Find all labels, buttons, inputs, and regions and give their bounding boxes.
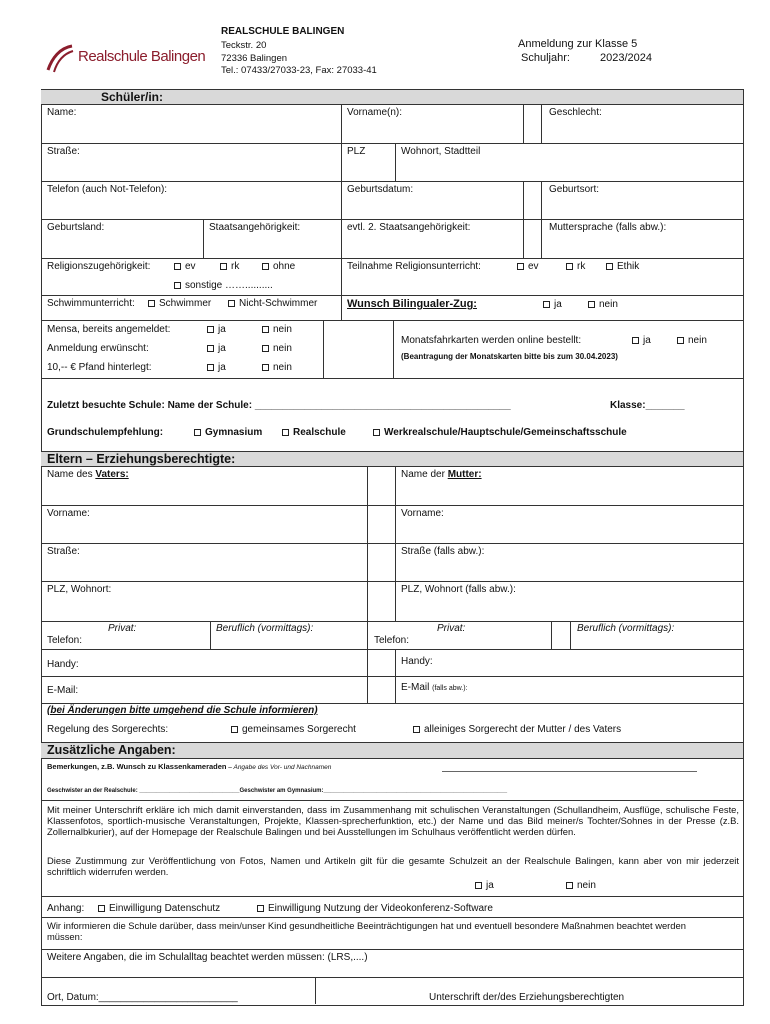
mother-street-field[interactable] bbox=[396, 544, 742, 581]
mother-mobile-field[interactable] bbox=[396, 650, 742, 676]
checkbox-icon[interactable] bbox=[588, 301, 595, 308]
monthly-ticket-label: Monatsfahrkarten werden online bestellt: bbox=[401, 335, 582, 346]
student-second-nationality-field[interactable] bbox=[342, 220, 522, 257]
section-title-additional: Zusätzliche Angaben: bbox=[47, 743, 176, 757]
student-vorname-field[interactable] bbox=[342, 105, 522, 143]
father-city-label: PLZ, Wohnort: bbox=[47, 584, 112, 595]
mother-phone-private-label: Privat: bbox=[437, 623, 466, 634]
student-gender-field[interactable] bbox=[542, 105, 742, 143]
bilingual-option-no[interactable]: nein bbox=[588, 300, 618, 310]
student-gender-label: Geschlecht: bbox=[549, 107, 602, 118]
mother-email-label: E-Mail (falls abw.): bbox=[401, 682, 468, 693]
student-nationality-label: Staatsangehörigkeit: bbox=[209, 222, 301, 233]
father-mobile-field[interactable] bbox=[42, 650, 367, 676]
mother-city-field[interactable] bbox=[396, 582, 742, 621]
student-birthcountry-label: Geburtsland: bbox=[47, 222, 105, 233]
father-email-label: E-Mail: bbox=[47, 685, 79, 696]
logo-swoosh-icon bbox=[44, 40, 76, 74]
student-nationality-field[interactable] bbox=[204, 220, 341, 257]
remarks-line[interactable] bbox=[442, 771, 697, 772]
student-mother-tongue-field[interactable] bbox=[542, 220, 742, 257]
father-vorname-field[interactable] bbox=[42, 506, 367, 543]
mensa-label: Mensa, bereits angemeldet: bbox=[47, 324, 171, 335]
recommendation-gymnasium[interactable]: Gymnasium bbox=[194, 428, 262, 438]
section-title-student: Schüler/in: bbox=[101, 90, 164, 104]
deposit-no[interactable]: nein bbox=[262, 363, 292, 373]
student-birthdate-label: Geburtsdatum: bbox=[347, 184, 414, 195]
recommendation-werkrealschule[interactable]: Werkrealschule/Hauptschule/Gemeinschaftsschule bbox=[373, 428, 627, 438]
mother-phone-business-field[interactable] bbox=[571, 622, 742, 648]
checkbox-icon[interactable] bbox=[373, 429, 380, 436]
checkbox-icon[interactable] bbox=[566, 882, 573, 889]
checkbox-icon[interactable] bbox=[207, 364, 214, 371]
checkbox-icon[interactable] bbox=[148, 300, 155, 307]
religion-teaching-ethik[interactable]: Ethik bbox=[606, 262, 639, 272]
student-street-label: Straße: bbox=[47, 146, 80, 157]
logo-text: Realschule Balingen bbox=[78, 48, 206, 65]
checkbox-icon[interactable] bbox=[174, 282, 181, 289]
student-birthdate-field[interactable] bbox=[342, 182, 522, 219]
father-street-label: Straße: bbox=[47, 546, 80, 557]
student-mother-tongue-label: Muttersprache (falls abw.): bbox=[549, 222, 667, 233]
father-vorname-label: Vorname: bbox=[47, 508, 90, 519]
father-phone-business-label: Beruflich (vormittags): bbox=[216, 623, 314, 634]
religion-option-ohne[interactable]: ohne bbox=[262, 262, 295, 272]
student-second-nationality-label: evtl. 2. Staatsangehörigkeit: bbox=[347, 222, 471, 233]
school-city: 72336 Balingen bbox=[221, 53, 288, 64]
mensa-yes[interactable]: ja bbox=[207, 325, 226, 335]
deposit-label: 10,-- € Pfand hinterlegt: bbox=[47, 362, 152, 373]
checkbox-icon[interactable] bbox=[228, 300, 235, 307]
father-name-field[interactable] bbox=[42, 467, 367, 505]
religion-teaching-rk[interactable]: rk bbox=[566, 262, 585, 272]
checkbox-icon[interactable] bbox=[543, 301, 550, 308]
mother-vorname-label: Vorname: bbox=[401, 508, 444, 519]
custody-joint[interactable]: gemeinsames Sorgerecht bbox=[231, 725, 356, 735]
checkbox-icon[interactable] bbox=[174, 263, 181, 270]
mother-street-label: Straße (falls abw.): bbox=[401, 546, 485, 557]
student-birthplace-field[interactable] bbox=[542, 182, 742, 219]
checkbox-icon[interactable] bbox=[231, 726, 238, 733]
father-phone-private-field[interactable] bbox=[42, 622, 209, 648]
checkbox-icon[interactable] bbox=[413, 726, 420, 733]
bilingual-label: Wunsch Bilingualer-Zug: bbox=[347, 298, 477, 310]
consent-no[interactable]: nein bbox=[566, 881, 596, 891]
registration-class: Anmeldung zur Klasse 5 bbox=[518, 38, 638, 50]
checkbox-icon[interactable] bbox=[262, 263, 269, 270]
religion-option-other[interactable]: sonstige …….......... bbox=[174, 281, 273, 291]
checkbox-icon[interactable] bbox=[262, 345, 269, 352]
swim-option-nonswimmer[interactable]: Nicht-Schwimmer bbox=[228, 299, 317, 309]
school-name: REALSCHULE BALINGEN bbox=[221, 26, 345, 37]
attachment-privacy[interactable]: Einwilligung Datenschutz bbox=[98, 904, 220, 914]
change-note: (bei Änderungen bitte umgehend die Schule informieren) bbox=[47, 705, 318, 716]
mother-mobile-label: Handy: bbox=[401, 656, 433, 667]
mother-phone-private-field[interactable] bbox=[369, 622, 550, 648]
checkbox-icon[interactable] bbox=[632, 337, 639, 344]
student-street-field[interactable] bbox=[42, 144, 341, 181]
religion-label: Religionszugehörigkeit: bbox=[47, 261, 151, 272]
student-plz-label: PLZ bbox=[347, 146, 366, 157]
student-plz-field[interactable] bbox=[342, 144, 394, 181]
checkbox-icon[interactable] bbox=[207, 345, 214, 352]
health-text: Wir informieren die Schule darüber, dass mein/unser Kind gesundheitliche Beeinträchtigungen hat und eventuell besondere Maßnahmen beachtet werden müssen: bbox=[47, 920, 686, 943]
student-birthcountry-field[interactable] bbox=[42, 220, 202, 257]
checkbox-icon[interactable] bbox=[517, 263, 524, 270]
mother-name-label: Name der Mutter: bbox=[401, 469, 482, 480]
recommendation-realschule[interactable]: Realschule bbox=[282, 428, 346, 438]
religion-teaching-label: Teilnahme Religionsunterricht: bbox=[347, 261, 481, 272]
bilingual-option-yes[interactable]: ja bbox=[543, 300, 562, 310]
signature-label: Unterschrift der/des Erziehungsberechtigten bbox=[429, 992, 625, 1003]
consent-text: Mit meiner Unterschrift erkläre ich mich damit einverstanden, dass im Zusammenhang mit schulischen Veranstaltungen (Schullandheim, Ausflüge, schulische Feste, Klassenfotos, sportlich-musische Veranstaltungen, Projekte, Klassen-sprecherfunktion, etc.) der Name und das Bild meiner/s Tochter/Sohnes in der Presse (z.B. Zollernalbkurier), auf der Homepage der Realschule Balingen und bei Ausstellungen im Schulhaus veröffentlicht werden dürfen. bbox=[47, 804, 739, 838]
father-phone-business-field[interactable] bbox=[211, 622, 367, 648]
student-city-field[interactable] bbox=[396, 144, 742, 181]
checkbox-icon[interactable] bbox=[220, 263, 227, 270]
consent-text-2: Diese Zustimmung zur Veröffentlichung von Fotos, Namen und Artikeln gilt für die gesamte Schulzeit an der Realschule Balingen, kann aber von mir jederzeit schriftlich widerrufen werden. bbox=[47, 855, 739, 878]
checkbox-icon[interactable] bbox=[194, 429, 201, 436]
custody-label: Regelung des Sorgerechts: bbox=[47, 724, 169, 735]
student-vorname-label: Vorname(n): bbox=[347, 107, 403, 118]
student-city-label: Wohnort, Stadtteil bbox=[401, 146, 481, 157]
checkbox-icon[interactable] bbox=[566, 263, 573, 270]
mensa-no[interactable]: nein bbox=[262, 325, 292, 335]
student-phone-label: Telefon (auch Not-Telefon): bbox=[47, 184, 168, 195]
checkbox-icon[interactable] bbox=[282, 429, 289, 436]
mensa-request-yes[interactable]: ja bbox=[207, 344, 226, 354]
checkbox-icon[interactable] bbox=[606, 263, 613, 270]
school-street: Teckstr. 20 bbox=[221, 40, 267, 51]
mother-city-label: PLZ, Wohnort (falls abw.): bbox=[401, 584, 516, 595]
custody-sole[interactable]: alleiniges Sorgerecht der Mutter / des Vaters bbox=[413, 725, 621, 735]
father-mobile-label: Handy: bbox=[47, 659, 79, 670]
student-name-field[interactable] bbox=[42, 105, 341, 143]
further-info-field[interactable] bbox=[42, 950, 742, 976]
student-birthplace-label: Geburtsort: bbox=[549, 184, 600, 195]
mother-email-field[interactable] bbox=[396, 677, 742, 703]
siblings-label: Geschwister an der Realschule: ______________________________Geschwister am Gymnasium:_______________________________________________________ bbox=[47, 788, 508, 794]
checkbox-icon[interactable] bbox=[207, 326, 214, 333]
recommendation-label: Grundschulempfehlung: bbox=[47, 427, 164, 438]
checkbox-icon[interactable] bbox=[475, 882, 482, 889]
checkbox-icon[interactable] bbox=[257, 905, 264, 912]
checkbox-icon[interactable] bbox=[262, 326, 269, 333]
father-city-field[interactable] bbox=[42, 582, 367, 621]
checkbox-icon[interactable] bbox=[262, 364, 269, 371]
consent-yes[interactable]: ja bbox=[475, 881, 494, 891]
deposit-yes[interactable]: ja bbox=[207, 363, 226, 373]
monthly-ticket-no[interactable]: nein bbox=[677, 336, 707, 346]
father-email-field[interactable] bbox=[42, 677, 367, 703]
school-year-value: 2023/2024 bbox=[600, 52, 652, 64]
attachment-label: Anhang: bbox=[47, 903, 85, 914]
school-logo bbox=[44, 40, 204, 78]
place-date-field[interactable] bbox=[42, 978, 314, 1003]
religion-teaching-ev[interactable]: ev bbox=[517, 262, 539, 272]
section-title-parents: Eltern – Erziehungsberechtigte: bbox=[47, 452, 236, 466]
further-info-label: Weitere Angaben, die im Schulalltag beachtet werden müssen: (LRS,....) bbox=[47, 952, 368, 963]
school-phone: Tel.: 07433/27033-23, Fax: 27033-41 bbox=[221, 65, 377, 76]
checkbox-icon[interactable] bbox=[677, 337, 684, 344]
student-phone-field[interactable] bbox=[42, 182, 341, 219]
student-name-label: Name: bbox=[47, 107, 77, 118]
monthly-ticket-note: (Beantragung der Monatskarten bitte bis zum 30.04.2023) bbox=[401, 352, 618, 361]
signature-field[interactable] bbox=[316, 978, 742, 1003]
attachment-video[interactable]: Einwilligung Nutzung der Videokonferenz-Software bbox=[257, 904, 493, 914]
swim-option-swimmer[interactable]: Schwimmer bbox=[148, 299, 211, 309]
mensa-request-no[interactable]: nein bbox=[262, 344, 292, 354]
mother-name-field[interactable] bbox=[396, 467, 742, 505]
place-date-label: Ort, Datum:_________________________ bbox=[47, 992, 238, 1003]
last-school-label: Zuletzt besuchte Schule: Name der Schule: ______________________________________________ bbox=[47, 400, 511, 411]
father-phone-label: Telefon: bbox=[47, 635, 83, 646]
school-year-label: Schuljahr: bbox=[521, 52, 570, 64]
religion-option-ev[interactable]: ev bbox=[174, 262, 196, 272]
mother-phone-label: Telefon: bbox=[374, 635, 410, 646]
mensa-request-label: Anmeldung erwünscht: bbox=[47, 343, 149, 354]
checkbox-icon[interactable] bbox=[98, 905, 105, 912]
father-phone-private-label: Privat: bbox=[108, 623, 137, 634]
mother-phone-business-label: Beruflich (vormittags): bbox=[577, 623, 675, 634]
father-street-field[interactable] bbox=[42, 544, 367, 581]
religion-option-rk[interactable]: rk bbox=[220, 262, 239, 272]
monthly-ticket-yes[interactable]: ja bbox=[632, 336, 651, 346]
father-name-label: Name des Vaters: bbox=[47, 469, 129, 480]
class-label: Klasse:_______ bbox=[610, 400, 685, 411]
remarks-label: Bemerkungen, z.B. Wunsch zu Klassenkameraden – Angabe des Vor- und Nachnamen bbox=[47, 762, 332, 771]
mother-vorname-field[interactable] bbox=[396, 506, 742, 543]
swim-label: Schwimmunterricht: bbox=[47, 298, 135, 309]
